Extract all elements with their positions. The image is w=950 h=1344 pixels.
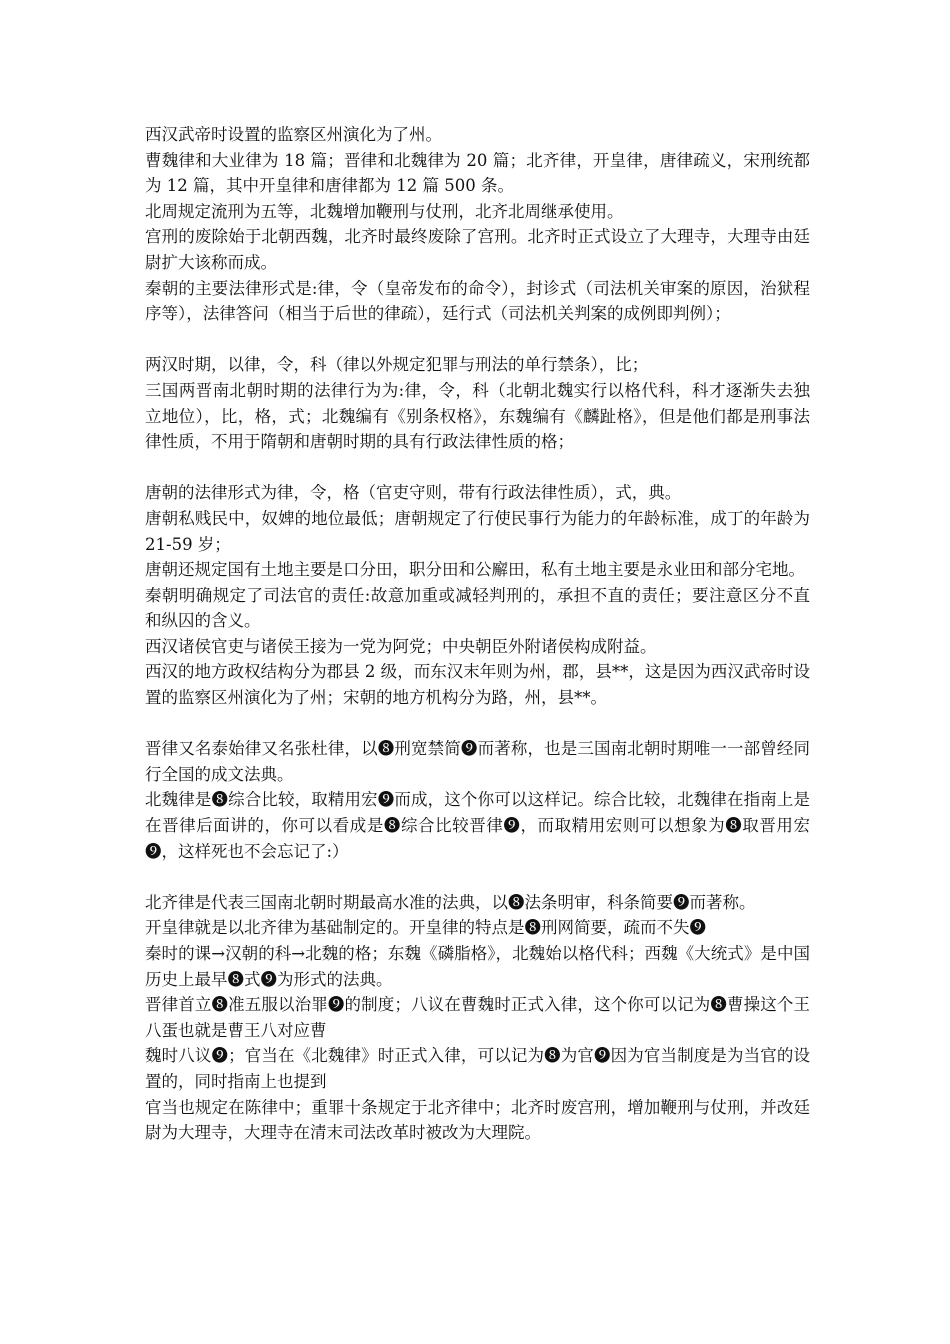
paragraph: 北齐律是代表三国南北朝时期最高水准的法典，以❽法条明审，科条简要❾而著称。 xyxy=(145,892,756,912)
paragraph: 秦时的课→汉朝的科→北魏的格；东魏《磷脂格》，北魏始以格代科；西魏《大统式》是中国历史上最早❽式❾为形式的法典。 xyxy=(145,944,810,989)
paragraph: 唐朝的法律形式为律，令，格（官吏守则，带有行政法律性质），式，典。 xyxy=(145,483,682,503)
block-4 xyxy=(145,890,810,1146)
paragraph: 宫刑的废除始于北朝西魏，北齐时最终废除了宫刑。北齐时正式设立了大理寺，大理寺由廷尉扩大该称而成。 xyxy=(145,227,810,272)
paragraph: 西汉诸侯官吏与诸侯王接为一党为阿党；中央朝臣外附诸侯构成附益。 xyxy=(145,636,657,656)
paragraph: 开皇律就是以北齐律为基础制定的。开皇律的特点是❽刑网简要，疏而不失❾ xyxy=(145,918,706,938)
block-0 xyxy=(145,122,810,327)
paragraph: 两汉时期，以律，令，科（律以外规定犯罪与刑法的单行禁条），比； xyxy=(145,355,649,375)
paragraph: 官当也规定在陈律中；重罪十条规定于北齐律中；北齐时废宫刑，增加鞭刑与仗刑，并改廷尉为大理寺，大理寺在清末司法改革时被改为大理院。 xyxy=(145,1097,810,1143)
paragraph: 西汉的地方政权结构分为郡县 2 级，而东汉末年则为州，郡，县**，这是因为西汉武帝时设置的监察区州演化为了州；宋朝的地方机构分为路，州，县**。 xyxy=(145,662,810,708)
paragraph: 秦朝明确规定了司法官的责任:故意加重或减轻判刑的，承担不直的责任；要注意区分不直和纵囚的含义。 xyxy=(145,585,810,631)
paragraph: 唐朝还规定国有土地主要是口分田，职分田和公廨田，私有土地主要是永业田和部分宅地。 xyxy=(145,560,805,580)
paragraph: 魏时八议❾；官当在《北魏律》时正式入律，可以记为❽为官❾因为官当制度是为当官的设置的，同时指南上也提到 xyxy=(145,1046,810,1091)
blank-line xyxy=(145,864,810,890)
paragraph: 北周规定流刑为五等，北魏增加鞭刑与仗刑，北齐北周继承使用。 xyxy=(145,201,624,221)
block-2 xyxy=(145,480,810,710)
block-1 xyxy=(145,352,810,454)
paragraph: 西汉武帝时设置的监察区州演化为了州。 xyxy=(145,125,442,144)
document-page xyxy=(145,122,810,1146)
blank-line xyxy=(145,711,810,737)
paragraph: 北魏律是❽综合比较，取精用宏❾而成，这个你可以这样记。综合比较，北魏律在指南上是在晋律后面讲的，你可以看成是❽综合比较晋律❾，而取精用宏则可以想象为❽取晋用宏❾，这样死也不会忘记了:） xyxy=(145,790,810,861)
paragraph: 三国两晋南北朝时期的法律行为为:律，令，科（北朝北魏实行以格代科，科才逐渐失去独立地位），比，格，式；北魏编有《别条权格》，东魏编有《麟趾格》，但是他们都是刑事法律性质，不用于隋朝和唐朝时期的具有行政法律性质的格； xyxy=(145,380,810,452)
paragraph: 唐朝私贱民中，奴婢的地位最低；唐朝规定了行使民事行为能力的年龄标准，成丁的年龄为 21-59 岁； xyxy=(145,508,810,554)
paragraph: 秦朝的主要法律形式是:律，令（皇帝发布的命令），封诊式（司法机关审案的原因，治狱程序等），法律答问（相当于后世的律疏），廷行式（司法机关判案的成例即判例）； xyxy=(145,278,810,324)
paragraph: 曹魏律和大业律为 18 篇；晋律和北魏律为 20 篇；北齐律，开皇律，唐律疏义，宋刑统都为 12 篇，其中开皇律和唐律都为 12 篇 500 条。 xyxy=(145,150,810,196)
paragraph: 晋律又名泰始律又名张杜律，以❽刑宽禁简❾而著称，也是三国南北朝时期唯一一部曾经同行全国的成文法典。 xyxy=(145,739,810,784)
block-3 xyxy=(145,736,810,864)
paragraph: 晋律首立❽准五服以治罪❾的制度；八议在曹魏时正式入律，这个你可以记为❽曹操这个王八蛋也就是曹王八对应曹 xyxy=(145,995,810,1040)
blank-line xyxy=(145,455,810,481)
blank-line xyxy=(145,327,810,353)
